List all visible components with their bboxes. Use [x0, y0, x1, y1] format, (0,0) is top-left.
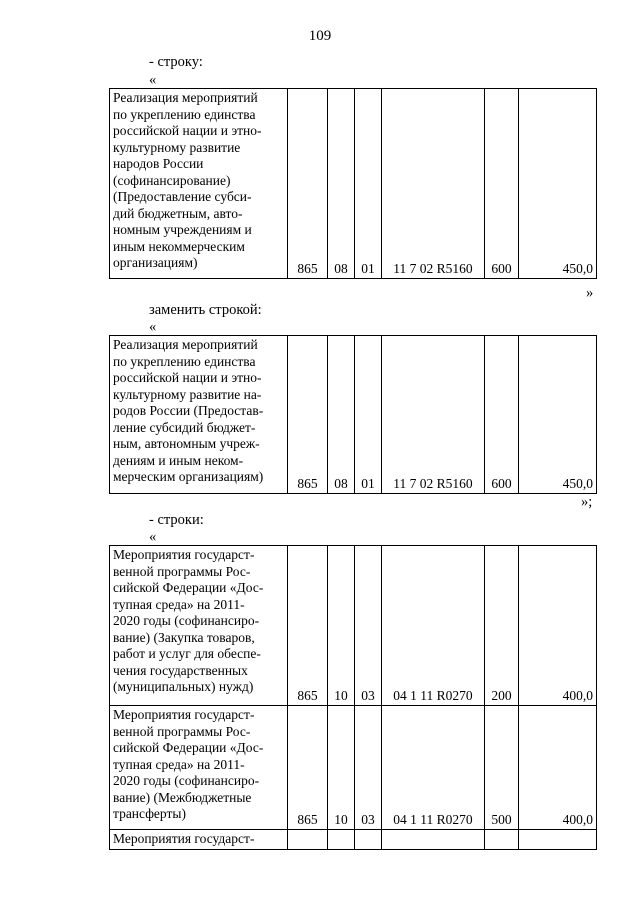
amount-value	[519, 830, 597, 850]
subsection-code	[355, 830, 382, 850]
section-code	[328, 830, 355, 850]
budget-table-1	[109, 88, 597, 279]
row-name: Реализация мероприятий по укреплению единства российской нации и этно- культурному развитие народов России (софинансирование) (Предоставление субси- дий бюджетным, авто- номным учреждениям и иным некоммерческим организациям)	[110, 89, 288, 279]
ministry-code	[288, 830, 328, 850]
amount-value: 450,0	[519, 336, 597, 494]
subsection-code: 03	[355, 546, 382, 706]
page-number: 109	[308, 28, 332, 44]
close-quote-1: »	[586, 285, 594, 301]
target-code: 11 7 02 R5160	[382, 89, 485, 279]
budget-table-2	[109, 335, 597, 494]
row-name: Мероприятия государст-	[110, 830, 288, 850]
ministry-code: 865	[288, 89, 328, 279]
expense-type-code: 600	[485, 89, 519, 279]
target-code: 04 1 11 R0270	[382, 706, 485, 830]
target-code: 04 1 11 R0270	[382, 546, 485, 706]
expense-type-code: 500	[485, 706, 519, 830]
expense-type-code: 200	[485, 546, 519, 706]
budget-table-3	[109, 545, 597, 850]
amount-value: 400,0	[519, 706, 597, 830]
section-code: 10	[328, 546, 355, 706]
table-row	[110, 546, 597, 706]
table-row	[110, 830, 597, 850]
table-row	[110, 336, 597, 494]
open-quote-3: «	[149, 529, 157, 545]
table-row	[110, 706, 597, 830]
intro-text-1: - строку:	[149, 54, 203, 70]
section-code: 10	[328, 706, 355, 830]
intro-text-3: - строки:	[149, 512, 204, 528]
close-quote-2: »;	[581, 494, 593, 510]
open-quote-2: «	[149, 319, 157, 335]
table-row	[110, 89, 597, 279]
subsection-code: 01	[355, 336, 382, 494]
open-quote-1: «	[149, 72, 157, 88]
row-name: Мероприятия государст- венной программы Рос- сийской Федерации «Дос- тупная среда» на 2011- 2020 годы (софинансиро- вание) (Межбюджетные трансферты)	[110, 706, 288, 830]
row-name: Мероприятия государст- венной программы Рос- сийской Федерации «Дос- тупная среда» на 2011- 2020 годы (софинансиро- вание) (Закупка товаров, работ и услуг для обеспе- чения государственных (муниципальных) нужд)	[110, 546, 288, 706]
amount-value: 400,0	[519, 546, 597, 706]
section-code: 08	[328, 89, 355, 279]
amount-value: 450,0	[519, 89, 597, 279]
subsection-code: 03	[355, 706, 382, 830]
target-code	[382, 830, 485, 850]
ministry-code: 865	[288, 546, 328, 706]
ministry-code: 865	[288, 336, 328, 494]
ministry-code: 865	[288, 706, 328, 830]
expense-type-code	[485, 830, 519, 850]
expense-type-code: 600	[485, 336, 519, 494]
target-code: 11 7 02 R5160	[382, 336, 485, 494]
row-name: Реализация мероприятий по укреплению единства российской нации и этно- культурному развитие на- родов России (Предостав- ление субсидий бюджет- ным, автономным учреж- дениям и иным неком- мерческим организациям)	[110, 336, 288, 494]
section-code: 08	[328, 336, 355, 494]
intro-text-2: заменить строкой:	[149, 302, 262, 318]
subsection-code: 01	[355, 89, 382, 279]
